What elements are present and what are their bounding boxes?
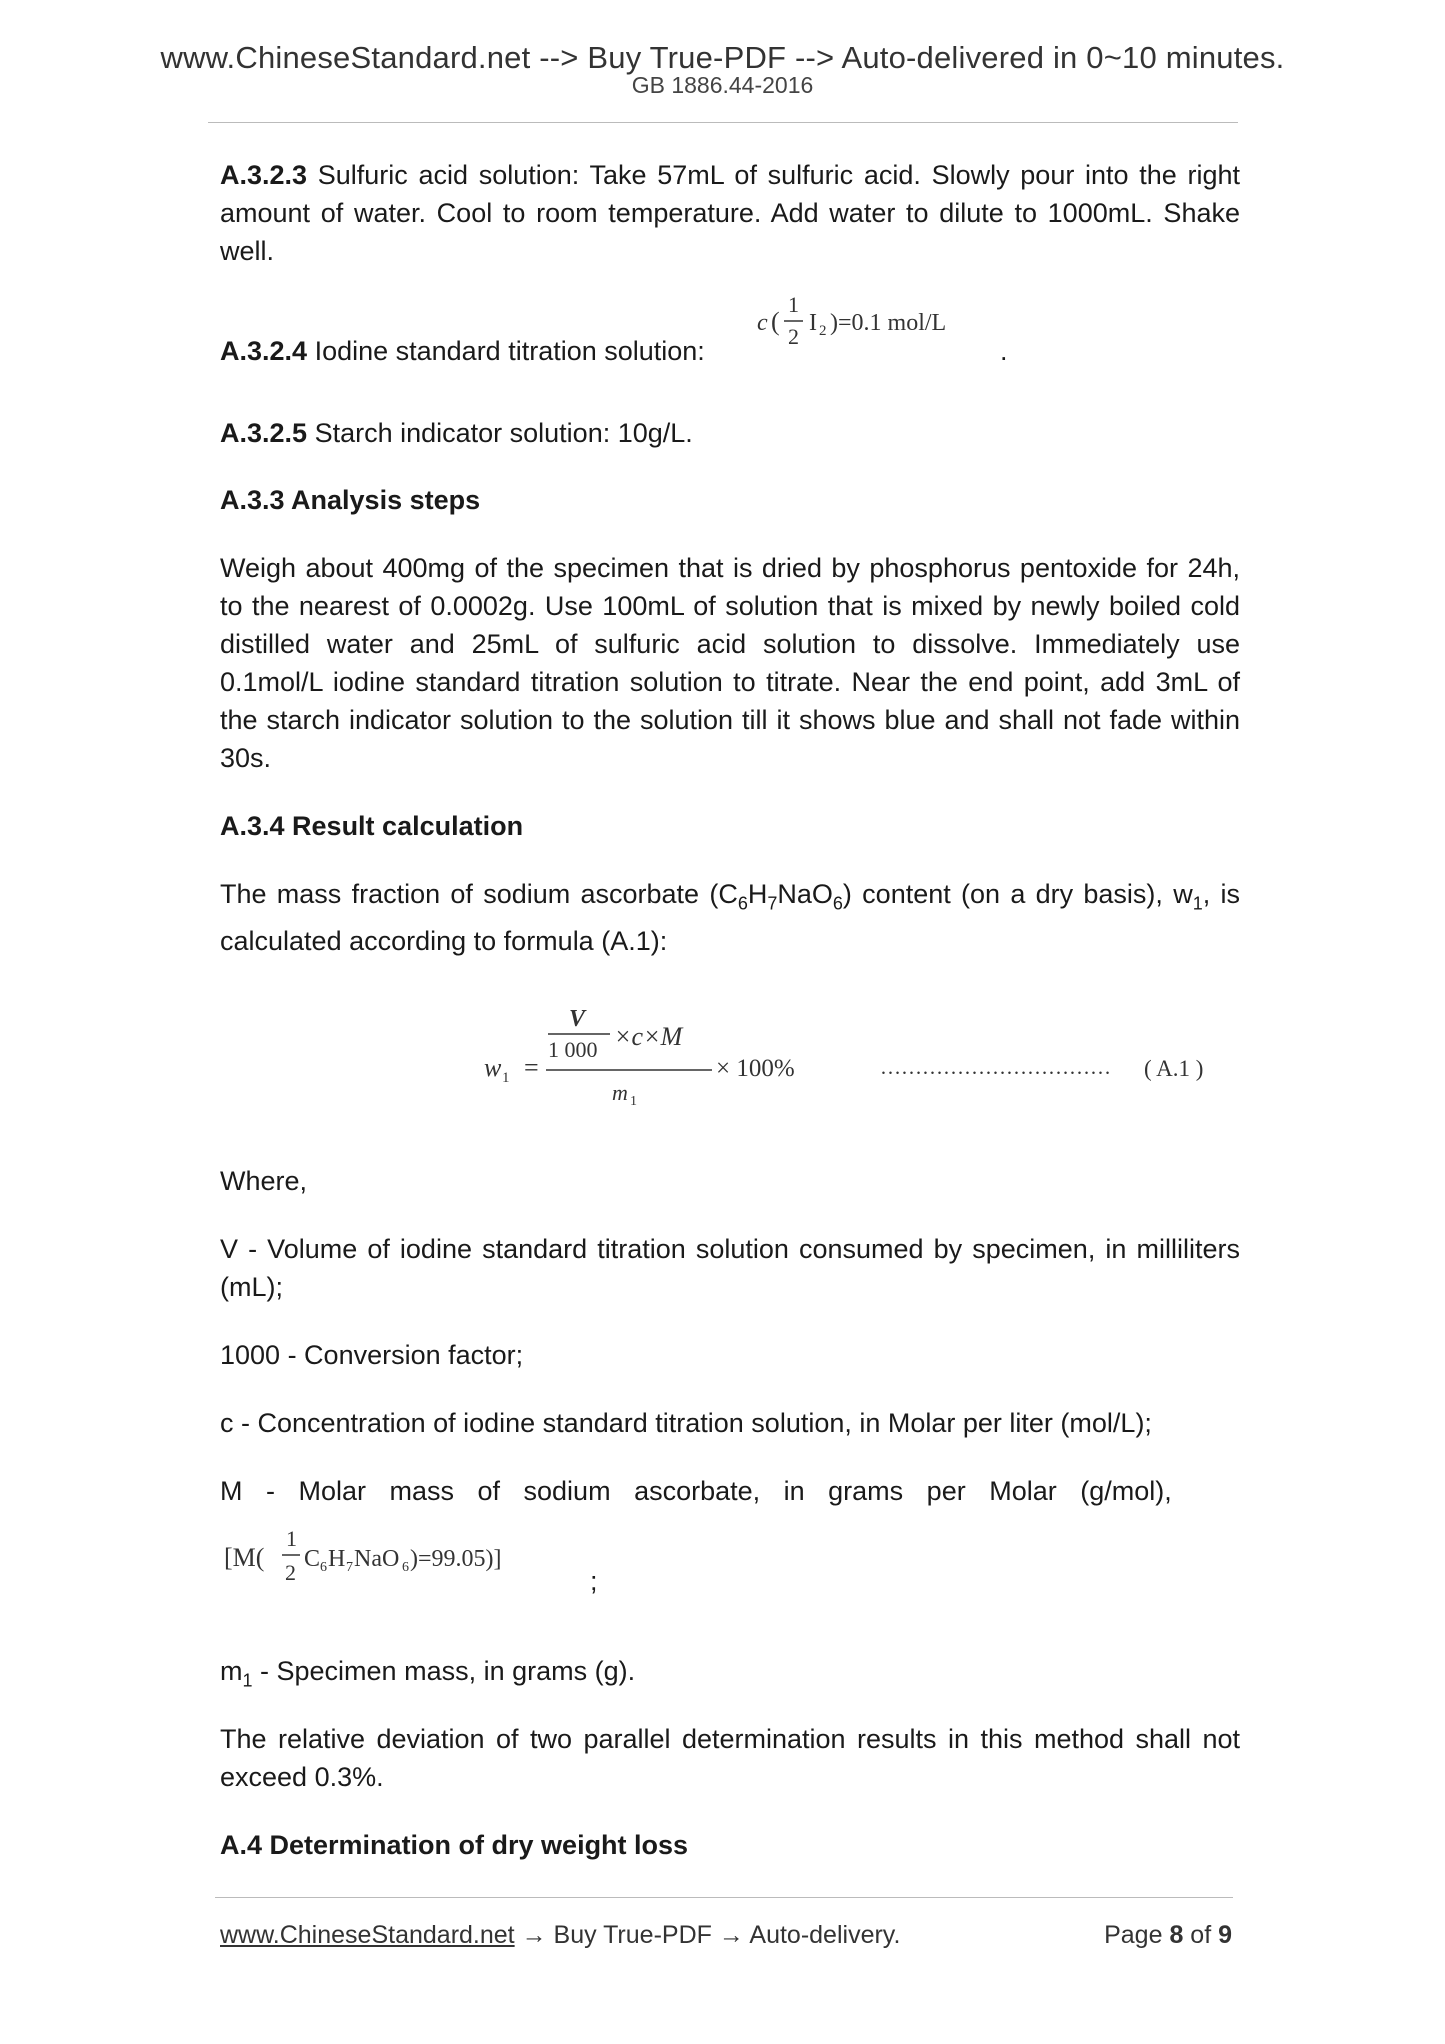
molar-formula-den: 2 [285,1560,296,1585]
section-number: A.3.2.4 [220,336,308,366]
formula-m1: m [612,1080,628,1105]
svg-text:7: 7 [346,1560,353,1575]
formula-den: 2 [788,324,799,349]
svg-text:NaO: NaO [354,1546,400,1572]
heading-a34: A.3.4 Result calculation [220,811,524,841]
svg-text:H: H [328,1546,346,1572]
formula-open-paren: ( [771,307,780,336]
molar-formula-open: [M( [224,1543,265,1572]
page-footer [220,1918,1232,1952]
heading-a33: A.3.3 Analysis steps [220,485,481,515]
analysis-steps-text: Weigh about 400mg of the specimen that is dried by phosphorus pentoxide for 24h, to the nearest of 0.0002g. Use 100mL of solution that is mixed by newly boiled cold distilled water and 25mL of sulfuric acid solution to dissolve. Immediately use 0.1mol/L iodine standard titration solution to titrate. Near the end point, add 3mL of the starch indicator solution to the solution till it shows blue and shall not fade within 30s. [220,553,1240,773]
header-banner[interactable]: www.ChineseStandard.net --> Buy True-PDF --> Auto-delivered in 0~10 minutes. [160,40,1285,75]
result-calculation-text: The mass fraction of sodium ascorbate $(C_6H_7NaO_6)$ content (on a dry basis), $w_1$, is calculated according to formula (A.1): [220,879,1240,957]
formula-thousand: 1 000 [548,1037,598,1062]
total-pages: 9 [1218,1921,1232,1949]
definition-c: c - Concentration of iodine standard titration solution, in Molar per liter (mol/L); [220,1408,1152,1438]
formula-a1 [480,1000,1240,1110]
formula-sub: 2 [819,323,827,339]
formula-species: I [809,310,817,336]
deviation-text: The relative deviation of two parallel determination results in this method shall not exceed 0.3%. [220,1724,1240,1792]
molar-formula-species: C [304,1546,321,1572]
section-text: Starch indicator solution: 10g/L. [307,418,693,448]
definition-v: V - Volume of iodine standard titration solution consumed by specimen, in milliliters (mL); [220,1234,1240,1302]
section-text: Iodine standard titration solution: [307,336,705,366]
formula-times-c-m: ×c×M [614,1022,683,1051]
section-text: Sulfuric acid solution: Take 57mL of sulfuric acid. Slowly pour into the right amount of water. Cool to room temperature. Add water to dilute to 1000mL. Shake well. [220,160,1240,266]
molar-mass-formula [222,1522,622,1602]
formula-lhs-sub: 1 [502,1070,510,1086]
page-indicator: Page 8 of 9 [1104,1921,1232,1949]
definition-1000: 1000 - Conversion factor; [220,1340,524,1370]
footer-link[interactable]: www.ChineseStandard.net [220,1921,515,1949]
section-number: A.3.2.3 [220,160,308,190]
section-a324 [220,332,1240,370]
footer-divider [215,1897,1233,1898]
molar-formula-num: 1 [286,1526,297,1551]
section-number: A.3.2.5 [220,418,308,448]
current-page: 8 [1169,1921,1184,1949]
where-text: Where, [220,1166,308,1196]
molar-mass-semicolon: ; [590,1566,598,1596]
svg-text:6: 6 [402,1560,409,1575]
svg-text:6: 6 [320,1560,327,1575]
formula-equals: = [524,1053,539,1082]
header-divider [208,122,1238,123]
section-a323 [220,156,1240,270]
section-a324-trailing: . [1000,336,1008,366]
formula-percent: × 100% [716,1055,795,1082]
formula-rest: )=0.1 mol/L [830,310,947,336]
formula-m1-sub: 1 [630,1094,637,1109]
formula-lhs: w [484,1053,502,1082]
formula-label: ( A.1 ) [1144,1056,1204,1081]
formula-v: V [569,1006,586,1032]
formula-c: c [757,310,768,336]
molar-formula-close: )=99.05)] [410,1546,502,1572]
document-number: GB 1886.44-2016 [631,72,814,98]
heading-a4: A.4 Determination of dry weight loss [220,1830,689,1860]
definition-m: M - Molar mass of sodium ascorbate, in grams per Molar (g/mol), [220,1476,1172,1506]
formula-num: 1 [788,292,799,317]
formula-dots: …………………………… [880,1055,1111,1079]
definition-m1: $m_1$ - Specimen mass, in grams (g). [220,1656,636,1691]
footer-middle-text: → Buy True-PDF → Auto-delivery. [514,1921,901,1949]
section-a325 [220,414,1240,452]
